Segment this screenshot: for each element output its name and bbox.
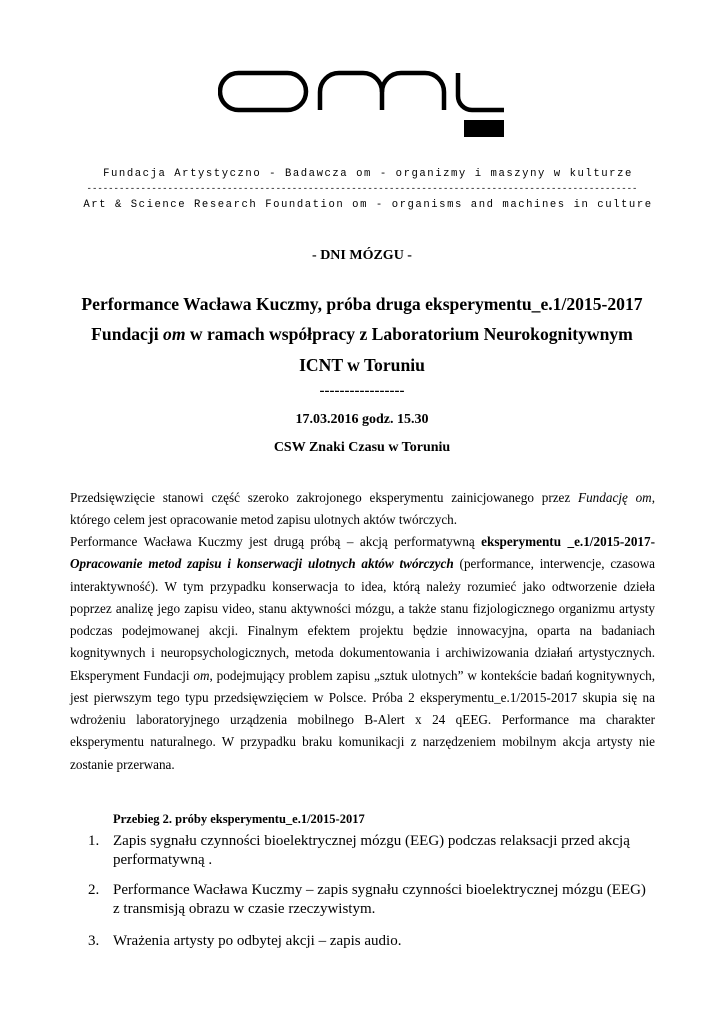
event-venue: CSW Znaki Czasu w Toruniu xyxy=(273,440,451,455)
list-item-text: Wrażenia artysty po odbytej akcji – zapis audio. xyxy=(113,933,402,949)
organization-name-english: Art & Science Research Foundation om - organisms and machines in culture xyxy=(83,199,653,211)
header-separator: ------------------------------------------------------------------------------------------------------ xyxy=(86,184,638,194)
list-item-number: 3. xyxy=(88,933,100,949)
list-item-text: Performance Wacława Kuczmy – zapis sygnału czynności bioelektrycznej mózgu (EEG) z transmisją obrazu w czasie rzeczywistym. xyxy=(113,882,646,917)
title-line-2: Fundacji om w ramach współpracy z Laboratorium Neurokognitywnym xyxy=(91,324,633,344)
organization-name-polish: Fundacja Artystyczno - Badawcza om - organizmy i maszyny w kulturze xyxy=(103,168,633,180)
title-line-3: ICNT w Toruniu xyxy=(299,355,425,375)
description-paragraph: Performance Wacława Kuczmy jest drugą próbą – akcją performatywną eksperymentu _e.1/2015-2017- Opracowanie metod zapisu i konserwacji ulotnych aktów twórczych (performance, interwencje, czasowa interaktywność). W tym przypadku konserwacja to idea, którą należy rozumieć jako odtworzenie dzieła poprzez analizę jego zapisu video, stanu aktywności mózgu, a także stanu fizjologicznego organizmu artysty podczas podejmowanej akcji. Finalnym efektem projektu będzie innowacyjna, oparta na badaniach kognitywnych i neuropsychologicznych, metoda dokumentowania i archiwizowania działań artystycznych. Eksperyment Fundacji om, podejmujący problem zapisu „sztuk ulotnych” w kontekście badań kognitywnych, jest pierwszym tego typu przedsięwzięciem w Polsce. Próba 2 eksperymentu_e.1/2015-2017 skupia się na wdrożeniu laboratoryjnego urządzenia mobilnego B-Alert x 24 qEEG. Performance ma charakter eksperymentu naturalnego. W przypadku braku komunikacji z narzędzeniem mobilnym akcja artysty nie zostanie przerwana. xyxy=(70,534,656,772)
list-item-text: Zapis sygnału czynności bioelektrycznej mózgu (EEG) podczas relaksacji przed akcją performatywną . xyxy=(113,833,630,868)
list-item-number: 1. xyxy=(88,833,100,849)
list-item-number: 2. xyxy=(88,882,100,898)
intro-paragraph: Przedsięwzięcie stanowi część szeroko zakrojonego eksperymentu zainicjowanego przez Fundację om, którego celem jest opracowanie metod zapisu ulotnych aktów twórczych. xyxy=(70,490,656,528)
om-italic: om xyxy=(163,324,186,344)
title-line-1: Performance Wacława Kuczmy, próba druga eksperymentu_e.1/2015-2017 xyxy=(81,294,643,314)
title-divider: ----------------- xyxy=(319,383,405,399)
event-name: - DNI MÓZGU - xyxy=(312,248,412,263)
steps-heading: Przebieg 2. próby eksperymentu_e.1/2015-2017 xyxy=(113,812,365,826)
om-foundation-logo xyxy=(218,66,508,140)
event-date: 17.03.2016 godz. 15.30 xyxy=(295,412,429,427)
